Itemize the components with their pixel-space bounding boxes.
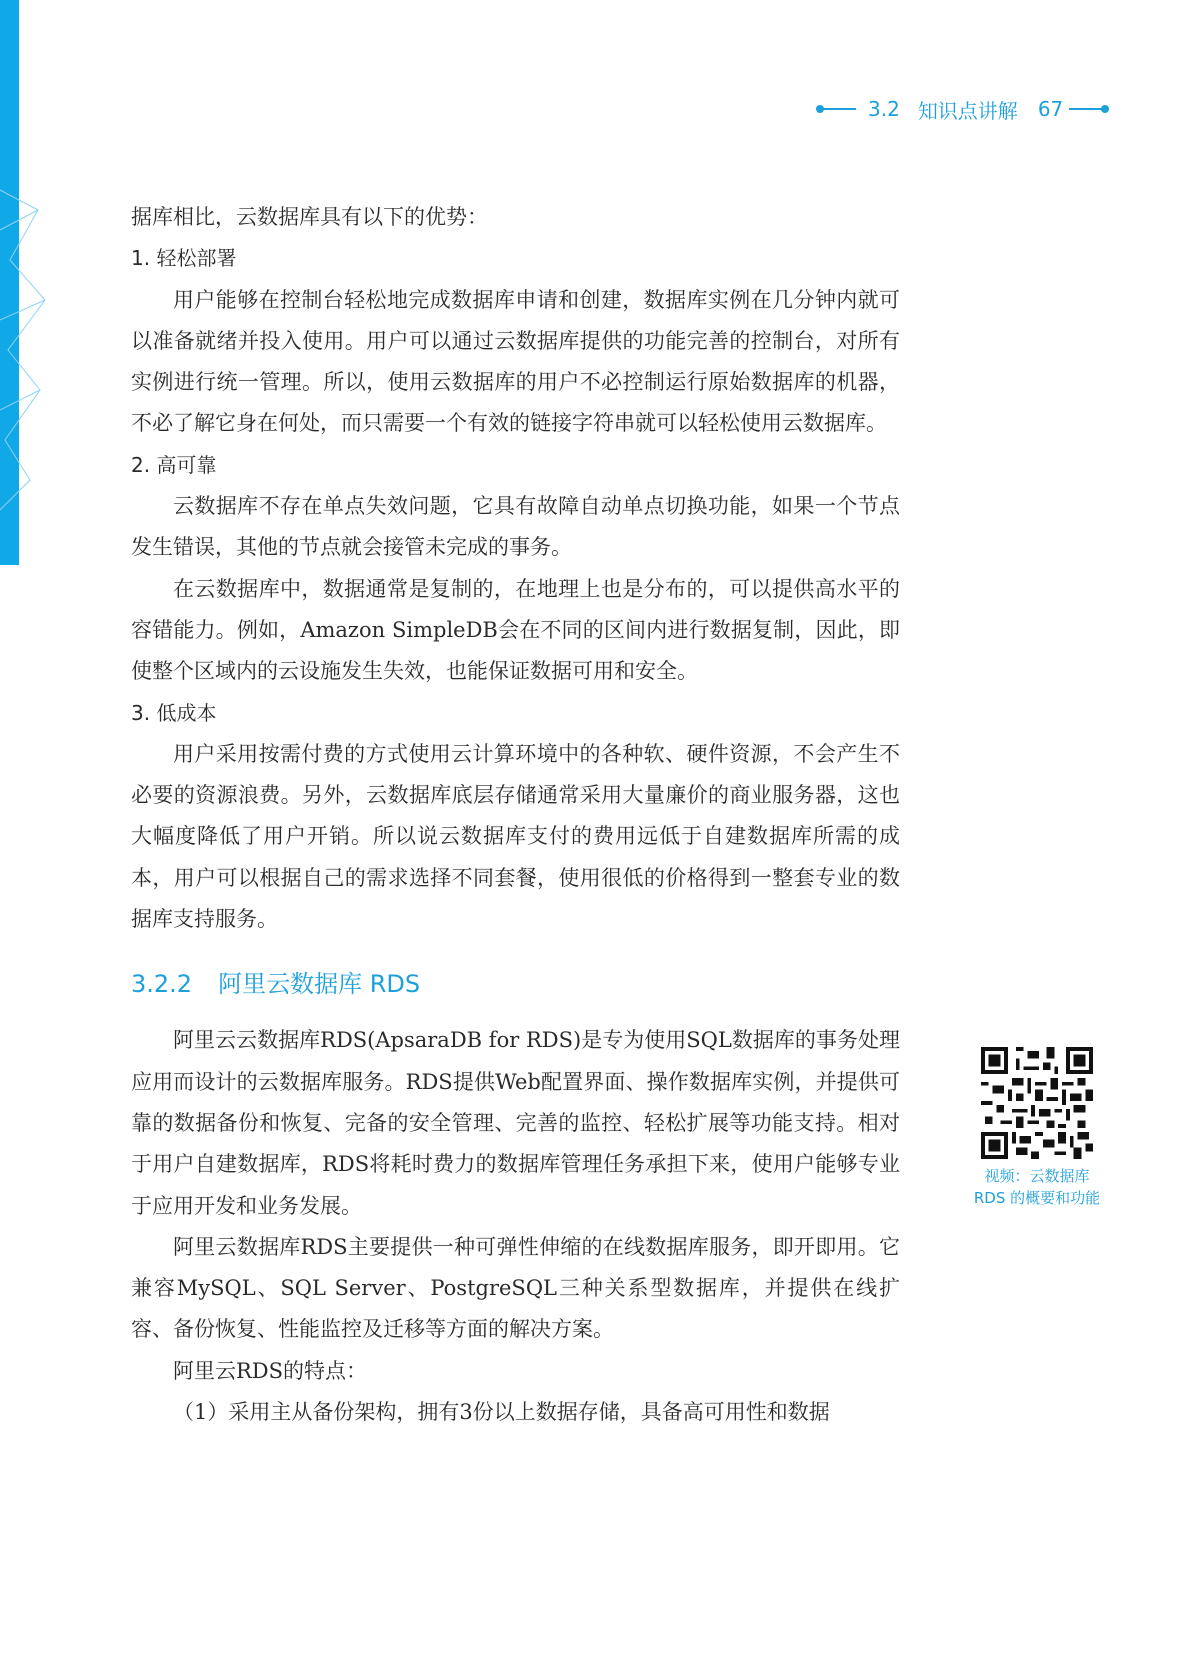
header-section-number: 3.2 [868, 97, 900, 121]
paragraph-reliability-1: 云数据库不存在单点失效问题，它具有故障自动单点切换功能，如果一个节点发生错误，其他的节点就会接管未完成的事务。 [131, 494, 900, 560]
video-qr-block [952, 1047, 1122, 1209]
heading-low-cost: 3. 低成本 [131, 700, 217, 725]
header-rule-right [1069, 108, 1105, 110]
running-header [820, 94, 1105, 124]
qr-caption-line2: RDS 的概要和功能 [973, 1189, 1101, 1207]
section-heading [131, 964, 900, 1004]
heading-easy-deploy: 1. 轻松部署 [131, 246, 237, 271]
qr-caption-line1: 视频：云数据库 [984, 1167, 1090, 1185]
main-text [131, 197, 900, 1433]
paragraph-rds-feature-1: （1）采用主从备份架构，拥有3份以上数据存储，具备高可用性和数据 [173, 1400, 830, 1425]
paragraph-rds-1: 阿里云云数据库RDS(ApsaraDB for RDS)是专为使用SQL数据库的事务处理应用而设计的云数据库服务。RDS提供Web配置界面、操作数据库实例，并提供可靠的数据备份和恢复、完备的安全管理、完善的监控、轻松扩展等功能支持。相对于用户自建数据库，RDS将耗时费力的数据库管理任务承担下来，使用户能够专业于应用开发和业务发展。 [131, 1028, 900, 1218]
page-number: 67 [1037, 97, 1064, 121]
section-number: 3.2.2 [131, 970, 193, 999]
qr-code-icon[interactable] [981, 1047, 1093, 1159]
side-decoration [0, 150, 60, 530]
heading-high-reliability: 2. 高可靠 [131, 452, 217, 477]
section-title: 阿里云数据库 RDS [218, 970, 421, 999]
paragraph-rds-2: 阿里云数据库RDS主要提供一种可弹性伸缩的在线数据库服务，即开即用。它兼容MySQL、SQL Server、PostgreSQL三种关系型数据库，并提供在线扩容、备份恢复、性能监控及迁移等方面的解决方案。 [131, 1234, 900, 1342]
header-section-title: 知识点讲解 [917, 98, 1018, 123]
intro-paragraph: 据库相比，云数据库具有以下的优势： [131, 205, 488, 229]
paragraph-low-cost: 用户采用按需付费的方式使用云计算环境中的各种软、硬件资源，不会产生不必要的资源浪费。另外，云数据库底层存储通常采用大量廉价的商业服务器，这也大幅度降低了用户开销。所以说云数据库支付的费用远低于自建数据库所需的成本，用户可以根据自己的需求选择不同套餐，使用很低的价格得到一整套专业的数据库支持服务。 [131, 741, 900, 932]
paragraph-reliability-2: 在云数据库中，数据通常是复制的，在地理上也是分布的，可以提供高水平的容错能力。例如，Amazon SimpleDB会在不同的区间内进行数据复制，因此，即使整个区域内的云设施发生失效，也能保证数据可用和安全。 [131, 576, 900, 684]
paragraph-rds-features: 阿里云RDS的特点： [173, 1358, 368, 1383]
header-rule-left [820, 108, 856, 110]
paragraph-easy-deploy: 用户能够在控制台轻松地完成数据库申请和创建，数据库实例在几分钟内就可以准备就绪并投入使用。用户可以通过云数据库提供的功能完善的控制台，对所有实例进行统一管理。所以，使用云数据库的用户不必控制运行原始数据库的机器，不必了解它身在何处，而只需要一个有效的链接字符串就可以轻松使用云数据库。 [131, 287, 900, 436]
